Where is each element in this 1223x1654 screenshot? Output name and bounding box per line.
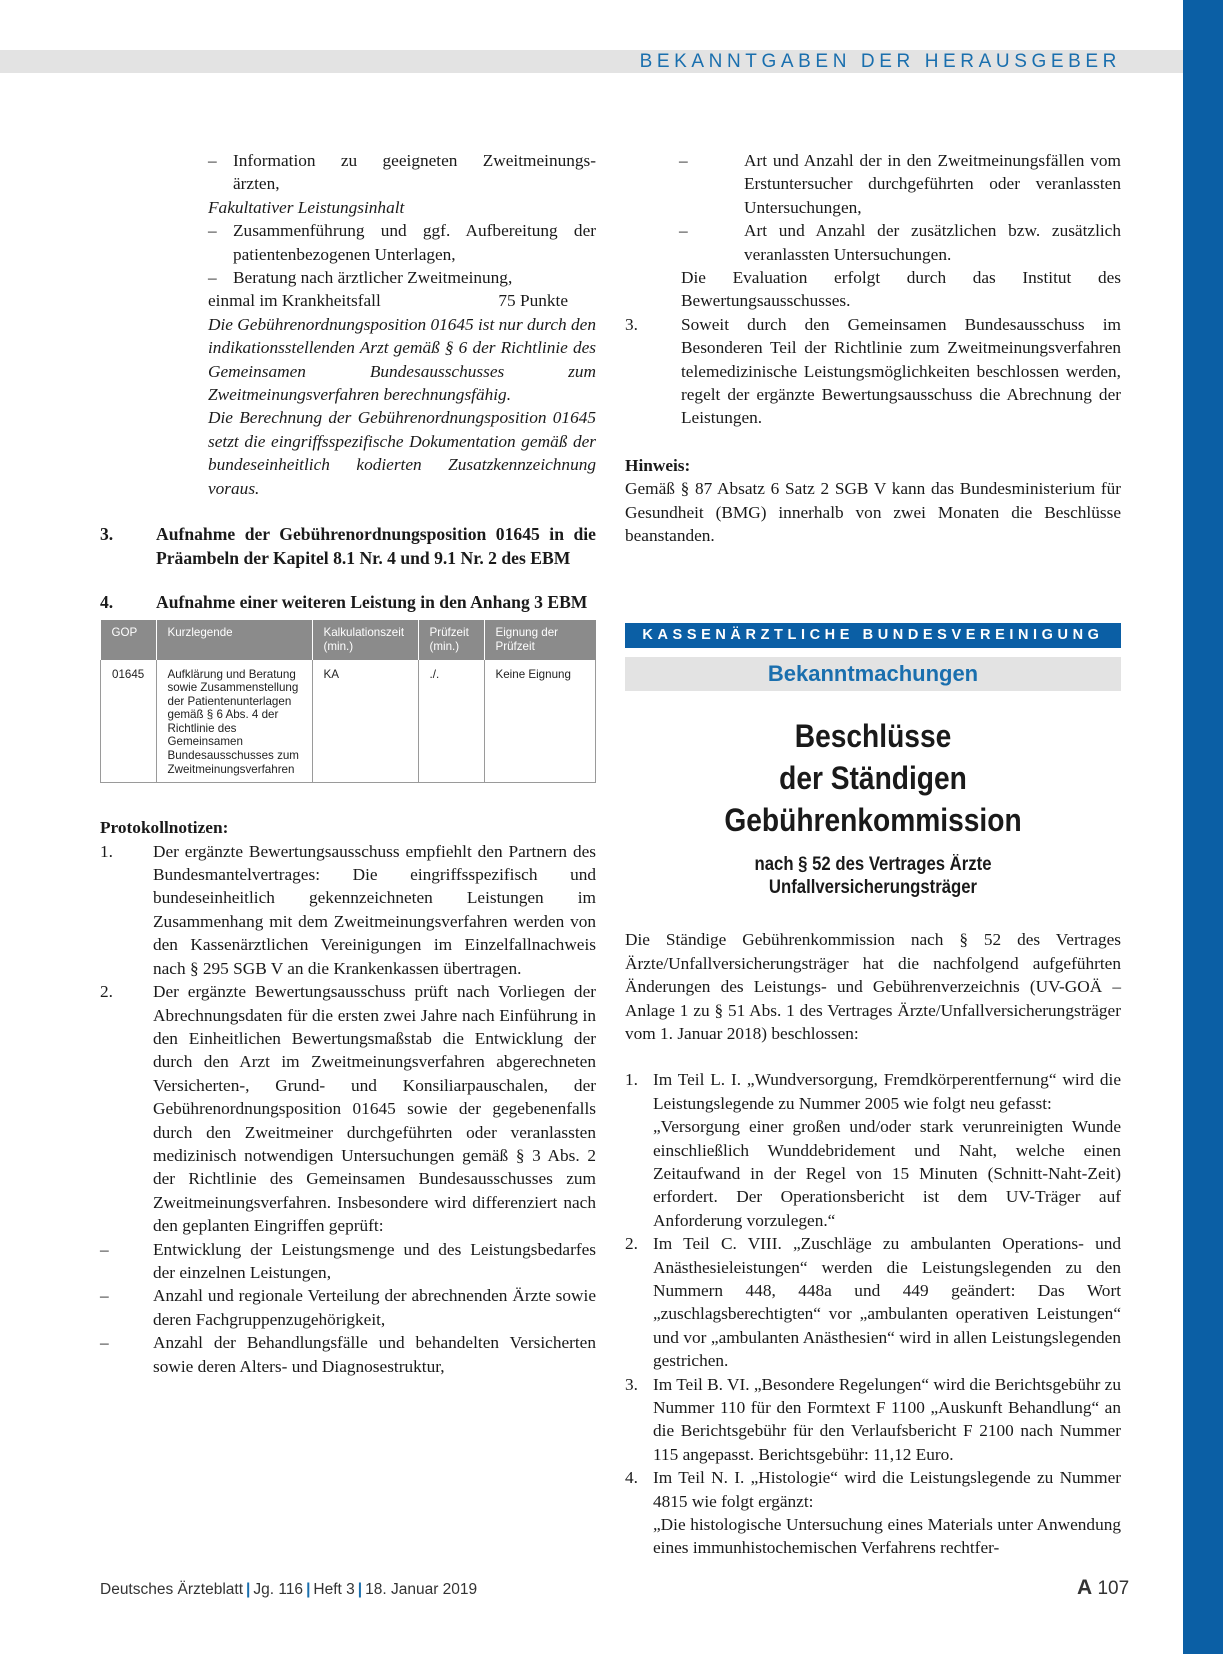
volume: Jg. 116 [253, 1581, 304, 1598]
service-content-block: – Information zu geeigneten Zweitmeinungs- ärzten, Fakultativer Leistungsinhalt – Zusammenführung und ggf. Aufbereitung der patientenbezogenen Unterlagen, – Beratung nach ärztlicher Zweitmeinung, einmal im Krankheitsfall 75 Punkte Die Gebührenordnungsposition 01645 ist nur durch den indikationsstellenden Arzt gemäß § 6 der Richtlinie des Gemeinsamen Bundesausschusses zum Zweitmeinungsverfahren berechnungsfähig. Die Berechnung der Gebührenordnungsposition 01645 setzt die eingriffsspezifische Dokumentation gemäß der bundeseinheitlich kodierten Zusatzkennzeichnung voraus. [100, 149, 596, 500]
service-line-2: Zusammenführung und ggf. Aufbereitung der [233, 221, 596, 241]
eval-item-4: – Art und Anzahl der in den Zweitmeinungsfällen vom Erstuntersucher durchgeführten oder veranlassten Untersuchungen, [679, 151, 1121, 217]
hinweis-heading: Hinweis: [625, 455, 691, 475]
service-line-1: Information zu geeigneten Zweitmeinungs- [233, 151, 596, 170]
article-title-line-2: der Ständigen Gebührenkommission [724, 759, 1022, 838]
table-header: Prüfzeit (min.) [418, 620, 484, 659]
service-line-2b: patientenbezogenen Unterlagen, [233, 244, 456, 264]
hinweis-text: Gemäß § 87 Absatz 6 Satz 2 SGB V kann das Bundesministerium für Gesundheit (BMG) innerhalb von zwei Monaten die Beschlüsse beanstanden. [625, 479, 1121, 546]
page-number: A 107 [1077, 1576, 1130, 1599]
eval-item-1: – Entwicklung der Leistungsmenge und des Leistungsbedarfes der einzelnen Leistungen, [100, 1239, 596, 1282]
side-color-bar [1183, 0, 1223, 1654]
issue-date: 18. Januar 2019 [365, 1581, 478, 1598]
italic-note-2: Die Berechnung der Gebührenordnungsposition 01645 setzt die eingriffsspezifische Dokumentation gemäß der bundeseinheitlich kodierten Zusatzkennzeichnung voraus. [208, 408, 596, 498]
protokoll-heading: Protokollnotizen: [100, 818, 229, 838]
eval-item-2: – Anzahl und regionale Verteilung der abrechnenden Ärzte sowie deren Fachgruppenzugehörigkeit, [100, 1286, 596, 1329]
table-cell: KA [312, 660, 418, 783]
table-header: Kurzlegende [156, 620, 312, 659]
decision-item-2: 2. Im Teil C. VIII. „Zuschläge zu ambulanten Operations- und Anästhesieleistungen“ werden die Leistungslegenden zu den Nummern 448, 448a und 449 geändert: Das Wort „zuschlagsberechtigten“ vor „ambulanten operativen Leistungen“ und vor „ambulanten Anästhesien“ wird in allen Leistungslegenden gestrichen. [625, 1234, 1121, 1371]
decision-item-4: 4. Im Teil N. I. „Histologie“ wird die Leistungslegende zu Nummer 4815 wie folgt ergänzt: „Die histologische Untersuchung eines Materials unter Anwendung eines immunhistochemischen Verfahrens rechtfer- [625, 1468, 1121, 1558]
protokoll-item-1: 1. Der ergänzte Bewertungsausschuss empfiehlt den Partnern des Bundesmantelvertrages: Die eingriffsspezifisch und bundeseinheitlich gekennzeichneten Leistungen im Zusammenhang mit dem Zweitmeinungsverfahren werden von den Kassenärztlichen Vereinigungen im Einzelfallnachweis nach § 295 SGB V an die Krankenkassen übertragen. [100, 841, 596, 978]
fakultativ-label: Fakultativer Leistungsinhalt [208, 197, 405, 217]
decision-item-3: 3. Im Teil B. VI. „Besondere Regelungen“ wird die Berichtsgebühr zu Nummer 110 für den Formtext F 1100 „Auskunft Behandlung“ an die Berichtsgebühr für den Verlaufsbericht F 2100 nach Nummer 115 angepasst. Berichtsgebühr: 11,12 Euro. [625, 1374, 1121, 1464]
right-column [625, 149, 1121, 1560]
kbv-banner: KASSENÄRZTLICHE BUNDESVEREINIGUNG [625, 623, 1121, 648]
protokoll-item-3: 3. Soweit durch den Gemeinsamen Bundesausschuss im Besonderen Teil der Richtlinie zum Zweitmeinungsverfahren telemedizinische Leistungsmöglichkeiten beschlossen werden, regelt der ergänzte Bewertungsausschuss die Abrechnung der Leistungen. [625, 314, 1121, 428]
gop-table [100, 620, 596, 783]
footer-citation: Deutsches Ärzteblatt | Jg. 116 | Heft 3 | 18. Januar 2019 [100, 1581, 478, 1598]
section-heading-4: 4. Aufnahme einer weiteren Leistung in den Anhang 3 EBM [100, 591, 588, 612]
protokoll-item-2: 2. Der ergänzte Bewertungsausschuss prüft nach Vorliegen der Abrechnungsdaten für die ersten zwei Jahre nach Einführung in den Einheitlichen Bewertungsmaßstab die Entwicklung der durch den Arzt im Zweitmeinungsverfahren abgerechneten Versicherten-, Grund- und Konsiliarpauschalen, der Gebührenordnungsposition 01645 sowie der gegebenenfalls durch den Zweitmeiner durchgeführten oder veranlassten medizinisch notwendigen Untersuchungen gemäß § 3 Abs. 2 der Richtlinie des Gemeinsamen Bundesausschusses zum Zweitmeinungsverfahren. Insbesondere wird differenziert nach den geplanten Eingriffen geprüft: [100, 982, 596, 1236]
service-line-3: Beratung nach ärztlicher Zweitmeinung, [233, 268, 513, 288]
points-value: 75 Punkte [498, 291, 568, 311]
evaluation-text: Die Evaluation erfolgt durch das Institut des Bewertungsausschusses. [681, 268, 1121, 311]
bekanntmachungen-banner: Bekanntmachungen [625, 657, 1121, 691]
service-line-4: einmal im Krankheitsfall [208, 291, 381, 311]
table-header: GOP [101, 620, 157, 659]
table-row [101, 660, 596, 783]
table-header: Eignung der Prüfzeit [484, 620, 596, 659]
article-title-line-1: Beschlüsse [794, 717, 952, 754]
section-header-bar [0, 50, 1183, 73]
intro-paragraph: Die Ständige Gebührenkommission nach § 52 des Vertrages Ärzte/Unfallversicherungsträger hat die nachfolgend aufgeführten Änderungen des Leistungs- und Gebührenverzeichnis (UV-GOÄ – Anlage 1 zu § 51 Abs. 1 des Vertrages Ärzte/Unfallversicherungsträger vom 1. Januar 2018) beschlossen: [625, 930, 1121, 1043]
table-header-row [101, 620, 596, 659]
table-cell: Aufklärung und Beratung sowie Zusammenstellung der Patientenunterlagen gemäß § 6 Abs. 4 der Richtlinie des Gemeinsamen Bundesausschusses zum Zweitmeinungsverfahren [156, 660, 312, 783]
eval-item-5: – Art und Anzahl der zusätzlichen bzw. zusätzlich veranlassten Untersuchungen. [679, 221, 1121, 264]
section-title: BEKANNTGABEN DER HERAUSGEBER [639, 51, 1121, 72]
table-cell: ./. [418, 660, 484, 783]
journal-name: Deutsches Ärzteblatt [100, 1581, 244, 1598]
left-column [100, 149, 596, 1378]
table-cell: 01645 [101, 660, 157, 783]
decision-item-1: 1. Im Teil L. I. „Wundversorgung, Fremdkörperentfernung“ wird die Leistungslegende zu Nummer 2005 wie folgt neu gefasst: „Versorgung einer großen und/oder stark verunreinigten Wunde einschließlich Wunddebridement und Naht, welche einen Zeitaufwand in der Regel von 15 Minuten (Schnitt-Naht-Zeit) erfordert. Der Operationsbericht ist dem UV-Träger auf Anforderung vorzulegen.“ [625, 1070, 1121, 1230]
table-cell: Keine Eignung [484, 660, 596, 783]
article-subtitle: nach § 52 des Vertrages Ärzte Unfallversicherungsträger [754, 853, 992, 898]
italic-note-1: Die Gebührenordnungsposition 01645 ist nur durch den indikationsstellenden Arzt gemäß § 6 der Richtlinie des Gemeinsamen Bundesausschusses zum Zweitmeinungsverfahren berechnungsfähig. [208, 314, 596, 405]
eval-item-3: – Anzahl der Behandlungsfälle und behandelten Versicherten sowie deren Alters- und Diagnosestruktur, [100, 1333, 596, 1376]
section-heading-3: 3. Aufnahme der Gebührenordnungsposition 01645 in die Präambeln der Kapitel 8.1 Nr. 4 und 9.1 Nr. 2 des EBM [100, 524, 596, 568]
table-header: Kalkulationszeit (min.) [312, 620, 418, 659]
issue: Heft 3 [313, 1581, 355, 1598]
service-line-1b: ärzten, [233, 174, 280, 194]
